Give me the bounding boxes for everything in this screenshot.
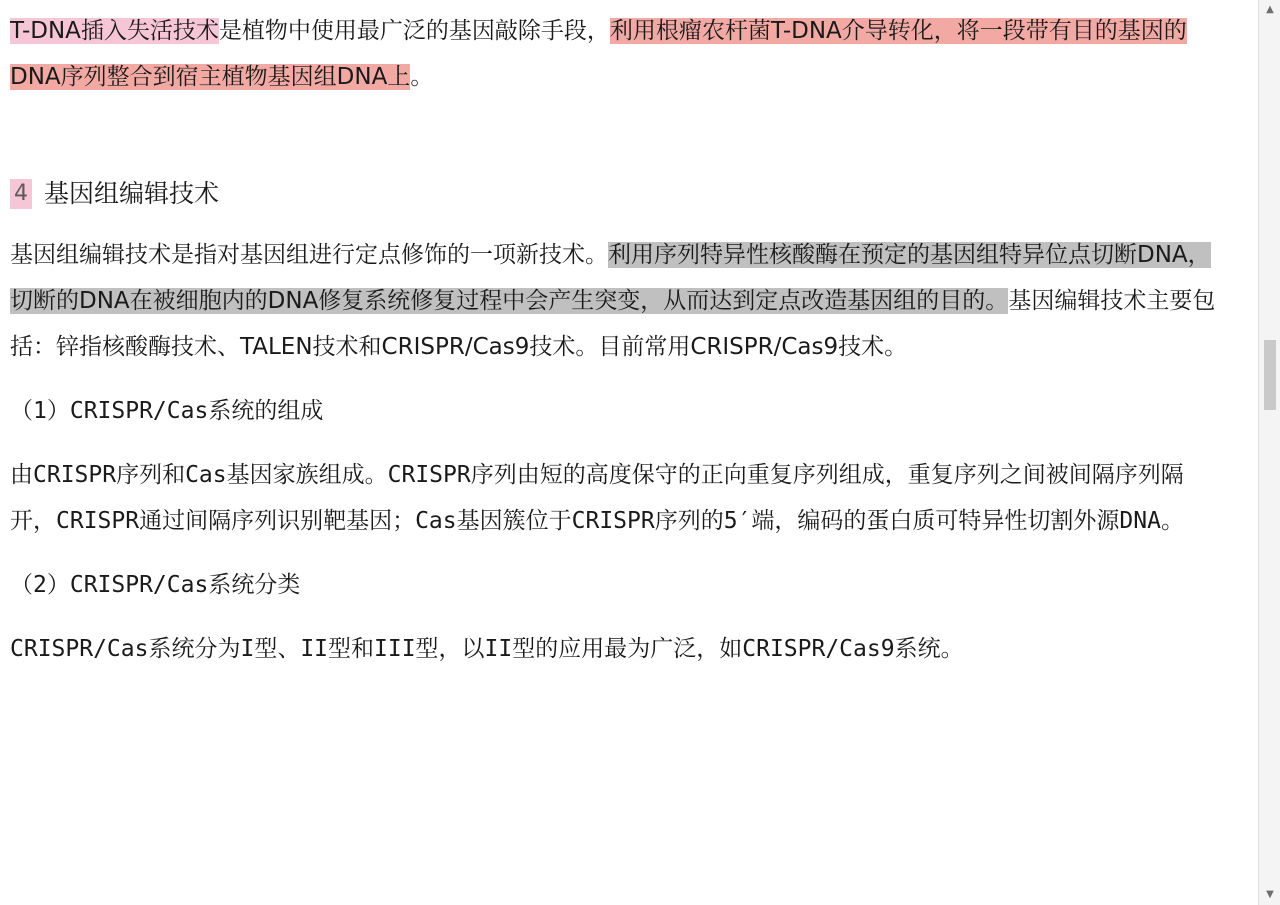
paragraph-genome-editing-lead: 基因组编辑技术是指对基因组进行定点修饰的一项新技术。 (10, 242, 608, 268)
scrollbar-track[interactable] (1259, 20, 1280, 885)
paragraph-t-dna-mid: 是植物中使用最广泛的基因敲除手段， (218, 18, 610, 44)
highlight-t-dna-mechanism: 利用根瘤农杆菌T-DNA介导转化，将一段带有目的基因的DNA序列整合到宿主植物基因组DNA上 (10, 18, 1187, 90)
paragraph-t-dna (10, 8, 1218, 100)
vertical-scrollbar[interactable] (1258, 0, 1280, 905)
highlight-genome-editing-mechanism: 利用序列特异性核酸酶在预定的基因组特异位点切断DNA，切断的DNA在被细胞内的DNA修复系统修复过程中会产生突变，从而达到定点改造基因组的目的。 (10, 242, 1211, 314)
paragraph-crispr-classification: CRISPR/Cas系统分为I型、II型和III型，以II型的应用最为广泛，如CRISPR/Cas9系统。 (10, 636, 964, 662)
section-heading-text: 基因组编辑技术 (44, 179, 220, 208)
section-spacer (10, 118, 1218, 174)
paragraph-crispr-composition: 由CRISPR序列和Cas基因家族组成。CRISPR序列由短的高度保守的正向重复序列组成，重复序列之间被间隔序列隔开，CRISPR通过间隔序列识别靶基因；Cas基因簇位于CRISPR序列的5′端，编码的蛋白质可特异性切割外源DNA。 (10, 462, 1184, 534)
paragraph-genome-editing-tail: 基因编辑技术主要包括：锌指核酸酶技术、TALEN技术和CRISPR/Cas9技术。目前常用CRISPR/Cas9技术。 (10, 288, 1216, 360)
section-number-badge: 4 (10, 179, 32, 209)
paragraph-genome-editing (10, 232, 1218, 370)
subheading-crispr-classification: （2）CRISPR/Cas系统分类 (10, 572, 301, 598)
scroll-down-arrow-icon[interactable]: ▼ (1266, 889, 1274, 900)
scroll-up-arrow-icon[interactable]: ▲ (1266, 4, 1274, 15)
scrollbar-thumb[interactable] (1264, 340, 1276, 410)
subheading-crispr-composition: （1）CRISPR/Cas系统的组成 (10, 398, 324, 424)
highlight-t-dna-term: T-DNA插入失活技术 (10, 18, 219, 44)
paragraph-t-dna-tail: 。 (410, 64, 434, 90)
section-heading-4 (10, 174, 1218, 214)
